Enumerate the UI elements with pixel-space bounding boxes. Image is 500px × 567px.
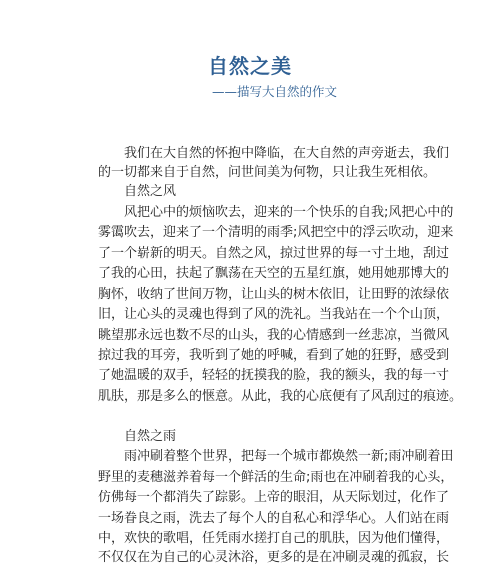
body-line: 了她温暖的双手，轻轻的抚摸我的脸，我的额头，我的每一寸 <box>98 368 450 383</box>
body-line: 了我的心田，扶起了飘荡在天空的五星红旗，她用她那博大的 <box>98 266 450 281</box>
body-line: 了一个崭新的明天。自然之风，掠过世界的每一寸土地，刮过 <box>98 246 450 261</box>
section-heading-rain: 自然之雨 <box>124 429 177 444</box>
body-line: 中，欢快的歌唱，任凭雨水搓打自己的肌肤，因为他们懂得， <box>98 531 450 546</box>
document-subtitle: ——描写大自然的作文 <box>212 84 338 99</box>
body-line: 胸怀，收纳了世间万物，让山头的树木依旧，让田野的浓绿依 <box>98 287 450 302</box>
body-line: 野里的麦穗滋养着每一个鲜活的生命;雨也在冲刷着我的心头， <box>98 470 454 485</box>
body-line: 一场眷良之雨，洗去了每个人的自私心和浮华心。人们站在雨 <box>98 511 450 526</box>
section-heading-wind: 自然之风 <box>124 184 177 199</box>
body-line: 雾霭吹去，迎来了一个清明的雨季;风把空中的浮云吹动，迎来 <box>98 225 454 240</box>
body-line: 仿佛每一个都消失了踪影。上帝的眼泪，从天际划过，化作了 <box>98 490 450 505</box>
body-line: 我们在大自然的怀抱中降临，在大自然的声旁逝去，我们 <box>124 146 450 161</box>
body-line: 眺望那永远也数不尽的山头，我的心情感到一丝悲凉，当微风 <box>98 328 450 343</box>
body-line: 不仅仅在为自己的心灵沐浴，更多的是在冲刷灵魂的孤寂，长 <box>98 550 450 565</box>
body-line: 雨冲刷着整个世界，把每一个城市都焕然一新;雨冲刷着田 <box>124 449 454 464</box>
body-line: 的一切都来自于自然，问世间美为何物，只让我生死相依。 <box>98 165 437 180</box>
document-title: 自然之美 <box>208 54 292 78</box>
body-line: 风把心中的烦恼吹去，迎来的一个快乐的自我;风把心中的 <box>124 205 454 220</box>
body-line: 旧，让心头的灵魂也得到了风的洗礼。当我站在一个个山顶， <box>98 307 450 322</box>
body-line: 掠过我的耳旁，我听到了她的呼喊，看到了她的狂野，感受到 <box>98 348 450 363</box>
body-line: 肌肤，那是多么的惬意。从此，我的心底便有了风刮过的痕迹。 <box>98 389 463 404</box>
